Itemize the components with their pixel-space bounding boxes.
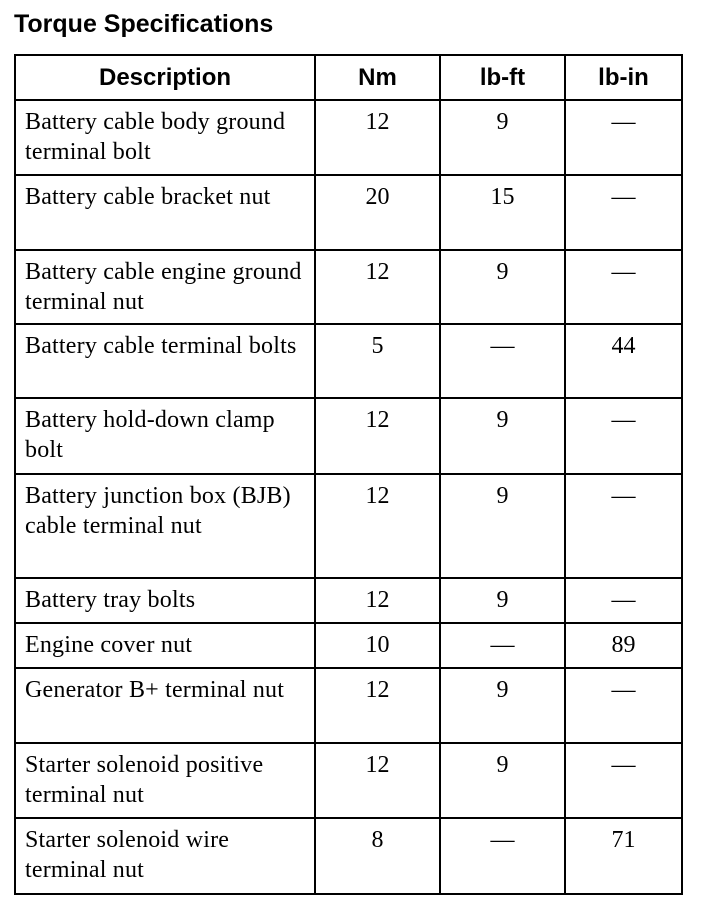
row-nm-value: 5 <box>315 324 440 398</box>
row-lbin-value: — <box>565 175 682 250</box>
row-lbft-value: 9 <box>440 474 565 578</box>
table-row <box>15 474 682 578</box>
row-lbin-value: 71 <box>565 818 682 894</box>
table-row <box>15 668 682 743</box>
row-lbft-value: 9 <box>440 668 565 743</box>
row-description: Starter solenoid positive terminal nut <box>15 743 315 818</box>
table-row <box>15 324 682 398</box>
row-lbin-value: — <box>565 398 682 474</box>
row-nm-value: 20 <box>315 175 440 250</box>
row-lbin-value: 44 <box>565 324 682 398</box>
row-lbft-value: 9 <box>440 578 565 623</box>
column-header-lbft: lb-ft <box>440 55 565 100</box>
row-lbft-value: 9 <box>440 250 565 324</box>
row-lbft-value: — <box>440 623 565 668</box>
row-lbin-value: — <box>565 474 682 578</box>
table-row <box>15 818 682 894</box>
row-lbin-value: 89 <box>565 623 682 668</box>
row-description: Generator B+ terminal nut <box>15 668 315 743</box>
row-description: Battery cable body ground terminal bolt <box>15 100 315 175</box>
table-row <box>15 623 682 668</box>
row-lbin-value: — <box>565 250 682 324</box>
row-lbft-value: 9 <box>440 100 565 175</box>
row-description: Battery tray bolts <box>15 578 315 623</box>
row-nm-value: 12 <box>315 578 440 623</box>
row-lbin-value: — <box>565 100 682 175</box>
row-nm-value: 12 <box>315 668 440 743</box>
row-lbft-value: 9 <box>440 398 565 474</box>
row-description: Battery junction box (BJB) cable terminal nut <box>15 474 315 578</box>
row-nm-value: 12 <box>315 100 440 175</box>
row-lbft-value: — <box>440 818 565 894</box>
table-row <box>15 250 682 324</box>
row-description: Battery cable terminal bolts <box>15 324 315 398</box>
row-nm-value: 10 <box>315 623 440 668</box>
row-lbft-value: — <box>440 324 565 398</box>
table-row <box>15 398 682 474</box>
row-lbft-value: 15 <box>440 175 565 250</box>
table-row <box>15 175 682 250</box>
row-lbin-value: — <box>565 668 682 743</box>
table-header-row <box>15 55 682 100</box>
row-lbin-value: — <box>565 578 682 623</box>
table-row <box>15 578 682 623</box>
column-header-nm: Nm <box>315 55 440 100</box>
row-lbft-value: 9 <box>440 743 565 818</box>
row-nm-value: 12 <box>315 398 440 474</box>
row-nm-value: 12 <box>315 250 440 324</box>
page-title: Torque Specifications <box>14 10 274 38</box>
torque-specifications-table <box>14 54 683 895</box>
table-row <box>15 100 682 175</box>
row-description: Battery cable engine ground terminal nut <box>15 250 315 324</box>
row-nm-value: 12 <box>315 743 440 818</box>
row-lbin-value: — <box>565 743 682 818</box>
table-row <box>15 743 682 818</box>
row-description: Battery cable bracket nut <box>15 175 315 250</box>
row-nm-value: 12 <box>315 474 440 578</box>
row-description: Starter solenoid wire terminal nut <box>15 818 315 894</box>
column-header-lbin: lb-in <box>565 55 682 100</box>
column-header-description: Description <box>15 55 315 100</box>
row-description: Battery hold-down clamp bolt <box>15 398 315 474</box>
row-nm-value: 8 <box>315 818 440 894</box>
row-description: Engine cover nut <box>15 623 315 668</box>
